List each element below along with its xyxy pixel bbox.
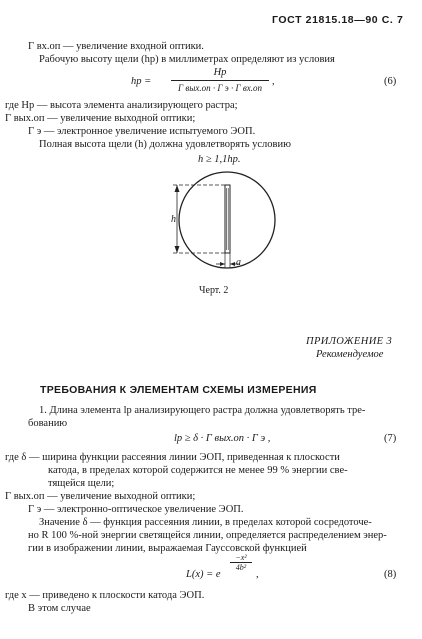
eq6-fraction — [171, 66, 269, 95]
text-line: бованию — [28, 418, 68, 429]
text-line: Рабочую высоту щели (hр) в миллиметрах определяют из условия — [39, 54, 335, 65]
section-heading: ТРЕБОВАНИЯ К ЭЛЕМЕНТАМ СХЕМЫ ИЗМЕРЕНИЯ — [40, 384, 317, 396]
text-line: но R 100 %-ной энергии светящейся линии, определяется распределением энер- — [28, 530, 387, 541]
eq8-number: (8) — [384, 569, 397, 580]
text-line: В этом случае — [28, 603, 91, 614]
slit-diagram — [150, 168, 280, 278]
eq6-lhs: hр = — [131, 76, 152, 87]
appendix-subtitle: Рекомендуемое — [316, 349, 384, 360]
text-line: катода, в пределах которой содержится не менее 99 % энергии све- — [48, 465, 348, 476]
eq8-exponent — [230, 553, 252, 572]
text-line: Г вых.оп — увеличение выходной оптики; — [5, 113, 196, 124]
eq7-number: (7) — [384, 433, 397, 444]
dimension-label-a: a — [236, 257, 241, 268]
eq8-exp-denominator: 4b² — [235, 563, 247, 572]
text-line: Г э — электронное увеличение испытуемого ЭОП. — [28, 126, 256, 137]
text-line: гии в изображении линии, выражаемая Гауссовской функцией — [28, 543, 307, 554]
fraction-bar — [171, 80, 269, 81]
eq6-number: (6) — [384, 76, 397, 87]
text-line: где δ — ширина функции рассеяния линии ЭОП, приведенная к плоскости — [5, 452, 340, 463]
text-line: 1. Длина элемента lр анализирующего растра должна удовлетворять тре- — [39, 405, 366, 416]
eq8-comma: , — [256, 569, 259, 580]
dimension-label-h: h — [171, 214, 176, 225]
text-line: где x — приведено к плоскости катода ЭОП. — [5, 590, 205, 601]
text-line: Значение δ — функция рассеяния линии, в пределах которой сосредоточе- — [39, 517, 372, 528]
eq8-exp-numerator: −x² — [235, 553, 247, 562]
text-line: Полная высота щели (h) должна удовлетворять условию — [39, 139, 291, 150]
text-line: Г вых.оп — увеличение выходной оптики; — [5, 491, 196, 502]
appendix-title: ПРИЛОЖЕНИЕ 3 — [306, 336, 393, 347]
eq6-denominator: Г вых.оп · Г э · Г вх.оп — [178, 83, 262, 93]
figure-caption: Черт. 2 — [199, 285, 229, 296]
eq6-numerator: Hр — [213, 67, 227, 78]
text-line: тящейся щели; — [48, 478, 115, 489]
text-line: Г э — электронно-оптическое увеличение ЭОП. — [28, 504, 244, 515]
text-line: Г вх.оп — увеличение входной оптики. — [28, 41, 204, 52]
eq6-comma: , — [272, 76, 275, 87]
slit-rectangle — [225, 185, 230, 253]
page-header: ГОСТ 21815.18—90 С. 7 — [272, 14, 404, 26]
eq7-body: lр ≥ δ · Г вых.оп · Г э , — [174, 433, 271, 444]
text-line: где Hр — высота элемента анализирующего растра; — [5, 100, 238, 111]
condition-formula: h ≥ 1,1hр. — [198, 154, 241, 165]
eq8-lhs: L(x) = e — [186, 569, 221, 580]
